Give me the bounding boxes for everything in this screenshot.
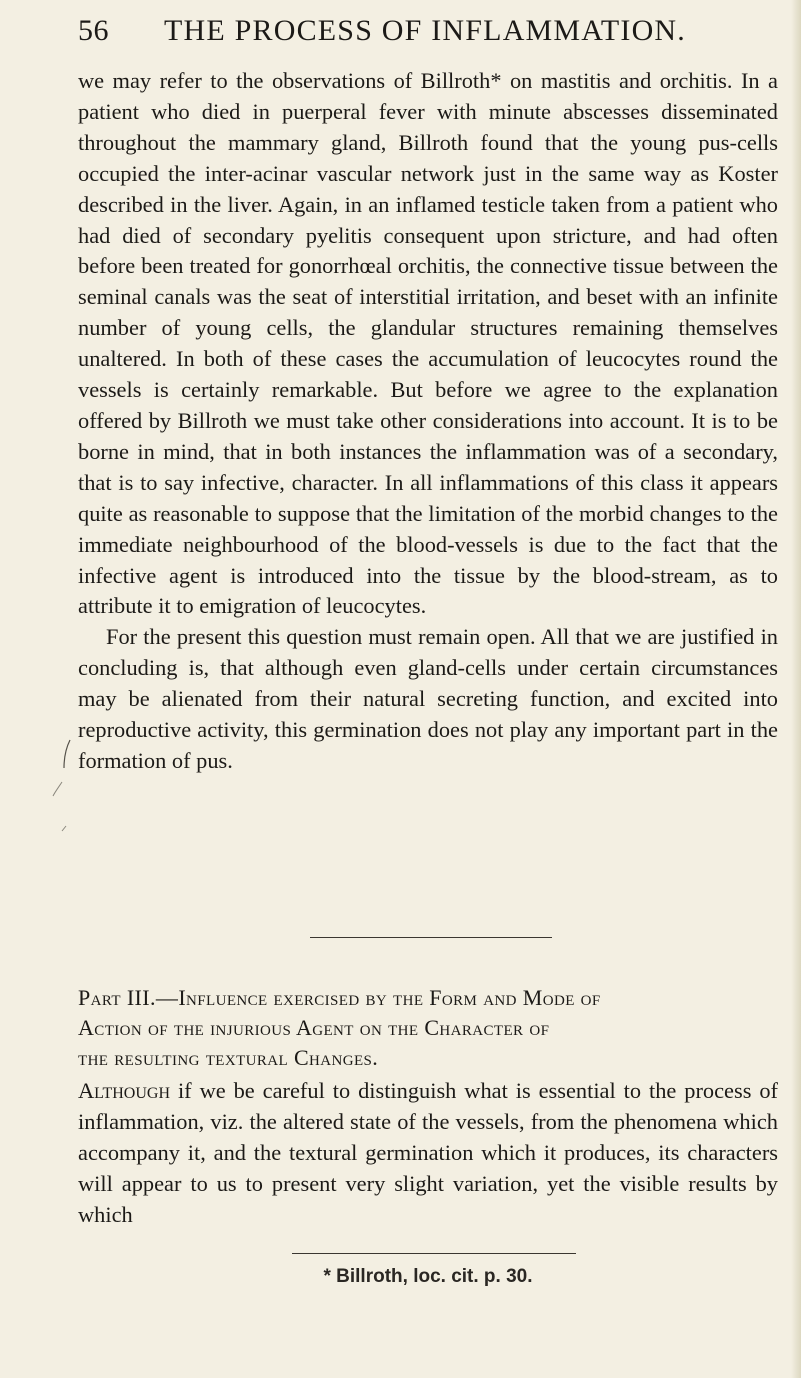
running-head-title: THE PROCESS OF INFLAMMATION. — [164, 14, 686, 47]
part-dash: — — [155, 985, 179, 1010]
part-title-line-2: Action of the injurious Agent on the Character of — [78, 1015, 550, 1040]
footnote-rule — [292, 1253, 576, 1254]
paragraph-lead: Although — [78, 1078, 171, 1103]
part-label: Part III. — [78, 985, 156, 1010]
paragraph: we may refer to the observations of Billroth* on mastitis and orchitis. In a patient who died in puerperal fever with minute abscesses disseminated throughout the mammary gland, Billroth found that the young pus-cells occupied the inter-acinar vascular network just in the same way as Koster described in the liver. Again, in an inflamed testicle taken from a patient who had died of secondary pyelitis consequent upon stricture, and had often before been treated for gonorrhœal orchitis, the connective tissue between the seminal canals was the seat of interstitial irritation, and beset with an infinite number of young cells, the glandular structures remaining themselves unaltered. In both of these cases the accumulation of leucocytes round the vessels is certainly remarkable. But before we agree to the explanation offered by Billroth we must take other considerations into account. It is to be borne in mind, that in both instances the inflammation was of a secondary, that is to say infective, character. In all inflammations of this class it appears quite as reasonable to suppose that the limitation of the morbid changes to the immediate neighbourhood of the blood-vessels is due to the fact that the infective agent is introduced into the tissue by the blood-stream, as to attribute it to emigration of leucocytes. — [78, 68, 778, 619]
part-heading — [78, 983, 778, 1073]
section-text — [78, 1076, 778, 1231]
main-text — [78, 66, 778, 777]
paragraph — [78, 1076, 778, 1231]
running-head — [78, 14, 778, 54]
page-edge-shadow — [791, 0, 801, 1378]
page-number: 56 — [78, 14, 109, 47]
margin-pencil-mark — [52, 738, 72, 838]
section-divider — [310, 937, 552, 938]
paragraph-body: if we be careful to distinguish what is essential to the process of inflammation, viz. the altered state of the vessels, from the phenomena which accompany it, and the textural germination which it produces, its characters will appear to us to present very slight variation, yet the visible results by which — [78, 1078, 778, 1227]
paragraph: For the present this question must remain open. All that we are justified in concluding is, that although even gland-cells under certain circumstances may be alienated from their natural secreting function, and excited into reproductive activity, this germination does not play any important part in the formation of pus. — [78, 624, 778, 773]
footnote: * Billroth, loc. cit. p. 30. — [323, 1266, 533, 1287]
part-title-line-3: the resulting textural Changes. — [78, 1045, 379, 1070]
part-title-line-1: Influence exercised by the Form and Mode of — [178, 985, 601, 1010]
